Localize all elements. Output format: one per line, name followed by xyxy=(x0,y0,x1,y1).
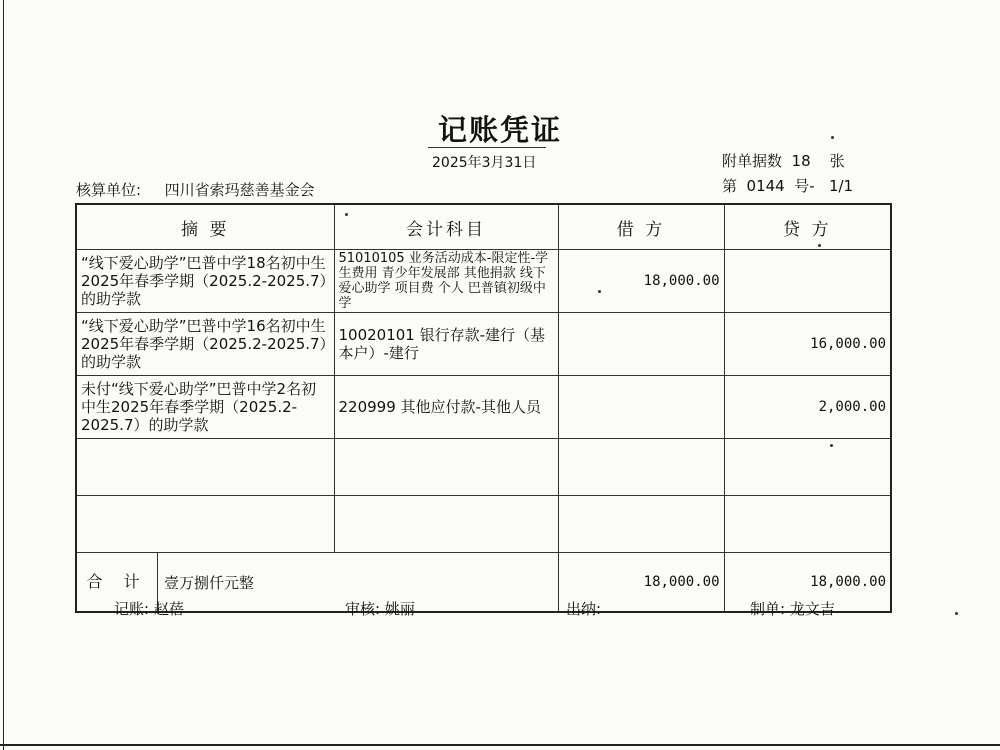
voucher-table xyxy=(75,203,892,613)
bookkeeper-signoff: 记账: 赵蓓 xyxy=(114,600,184,618)
row-summary: “线下爱心助学”巴普中学18名初中生2025年春季学期（2025.2-2025.7）的助学款 xyxy=(76,250,334,313)
header-account: 会计科目 xyxy=(334,204,558,250)
row-credit xyxy=(724,250,891,313)
table-row xyxy=(76,313,891,376)
row-credit: 2,000.00 xyxy=(724,376,891,439)
attachment-count: 附单据数 18 张 xyxy=(722,152,845,170)
empty-cell xyxy=(76,439,334,496)
row-summary: 未付“线下爱心助学”巴普中学2名初中生2025年春季学期（2025.2-2025.7）的助学款 xyxy=(76,376,334,439)
header-summary: 摘 要 xyxy=(76,204,334,250)
empty-row xyxy=(76,496,891,553)
total-amount-words: 壹万捌仟元整 xyxy=(164,573,255,592)
voucher-title: 记账凭证 xyxy=(437,113,562,147)
empty-cell xyxy=(724,439,891,496)
cashier-signoff: 出纳: xyxy=(566,600,602,618)
scan-speck xyxy=(955,612,958,615)
row-debit xyxy=(558,313,724,376)
scan-speck xyxy=(831,136,834,139)
empty-cell xyxy=(724,496,891,553)
row-debit: 18,000.00 xyxy=(558,250,724,313)
table-header-row xyxy=(76,204,891,250)
row-account: 220999 其他应付款-其他人员 xyxy=(334,376,558,439)
empty-cell xyxy=(558,496,724,553)
total-credit: 18,000.00 xyxy=(724,553,891,613)
table-row xyxy=(76,250,891,313)
voucher-date: 2025年3月31日 xyxy=(432,155,537,171)
empty-cell xyxy=(334,439,558,496)
total-debit: 18,000.00 xyxy=(558,553,724,613)
scan-edge-bottom xyxy=(0,744,1000,746)
row-credit: 16,000.00 xyxy=(724,313,891,376)
empty-cell xyxy=(76,496,334,553)
row-account: 51010105 业务活动成本-限定性-学生费用 青少年发展部 其他捐款 线下爱心助学 项目费 个人 巴普镇初级中学 xyxy=(334,250,558,313)
scan-speck xyxy=(830,444,833,447)
table-row xyxy=(76,376,891,439)
title-underline xyxy=(428,147,546,148)
total-label: 合 计 xyxy=(77,553,158,611)
header-credit: 贷 方 xyxy=(724,204,891,250)
unit-name: 四川省索玛慈善基金会 xyxy=(164,181,315,199)
row-account: 10020101 银行存款-建行（基本户）-建行 xyxy=(334,313,558,376)
scan-speck xyxy=(598,290,601,293)
scan-speck xyxy=(345,213,348,216)
voucher-number: 第 0144 号- 1/1 xyxy=(722,177,854,195)
row-debit xyxy=(558,376,724,439)
reviewer-signoff: 审核: 姚丽 xyxy=(345,600,415,618)
accounting-unit xyxy=(76,179,315,200)
preparer-signoff: 制单: 龙文吉 xyxy=(750,600,835,618)
empty-cell xyxy=(334,496,558,553)
empty-cell xyxy=(558,439,724,496)
row-summary: “线下爱心助学”巴普中学16名初中生2025年春季学期（2025.2-2025.7）的助学款 xyxy=(76,313,334,376)
empty-row xyxy=(76,439,891,496)
unit-label: 核算单位: xyxy=(76,181,142,199)
scan-speck xyxy=(818,244,821,247)
header-debit: 借 方 xyxy=(558,204,724,250)
